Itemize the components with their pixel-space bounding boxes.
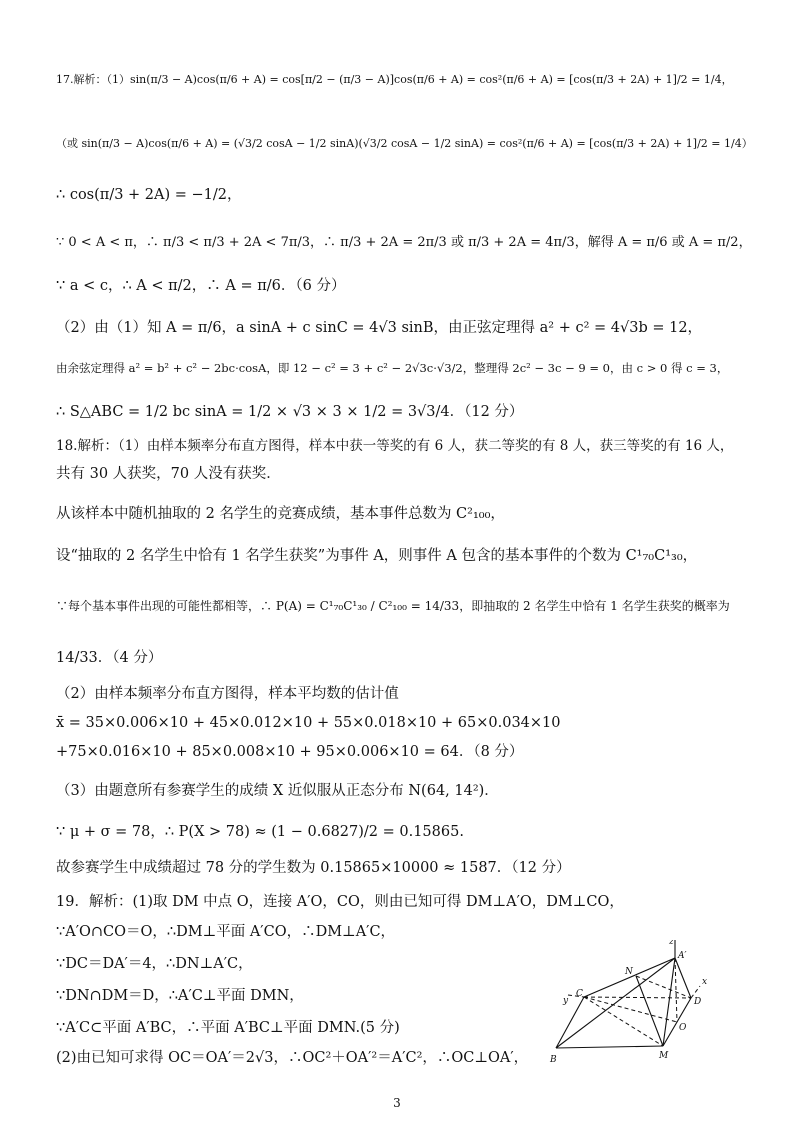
edge-ad: [675, 958, 691, 998]
label-d: D: [694, 997, 702, 1007]
label-x: x: [702, 977, 708, 987]
edge-nd: [636, 976, 691, 998]
p18-line-9: +75×0.016×10 + 85×0.008×10 + 95×0.006×10 = 64．（8 分）: [56, 744, 524, 760]
edge-bm: [556, 1046, 663, 1048]
edge-am: [663, 958, 675, 1046]
p18-line-12: 故参赛学生中成绩超过 78 分的学生数为 0.15865×10000 ≈ 1587．（12 分）: [56, 860, 571, 876]
p19-line-2: ∵A′O∩CO＝O，∴DM⊥平面 A′CO，∴DM⊥A′C，: [56, 924, 396, 940]
p19-line-3: ∵DC＝DA′＝4，∴DN⊥A′C，: [56, 956, 253, 972]
edge-bc: [556, 997, 584, 1048]
p18-line-8: x̄ = 35×0.006×10 + 45×0.012×10 + 55×0.018×10 + 65×0.034×10: [56, 715, 561, 731]
p19-line-1: 19．解析：(1)取 DM 中点 O，连接 A′O，CO，则由已知可得 DM⊥A′O，DM⊥CO，: [56, 894, 624, 910]
label-y: y: [563, 996, 569, 1006]
edge-nm: [636, 976, 663, 1046]
p18-line-3: 从该样本中随机抽取的 2 名学生的竞赛成绩，基本事件总数为 C²₁₀₀，: [56, 506, 505, 522]
p18-line-1: 18.解析：（1）由样本频率分布直方图得，样本中获一等奖的有 6 人，获二等奖的有 8 人，获三等奖的有 16 人，: [56, 438, 734, 454]
p17-line-5: ∵ a < c，∴ A < π/2，∴ A = π/6．（6 分）: [56, 278, 346, 294]
p18-line-7: （2）由样本频率分布直方图得，样本平均数的估计值: [56, 686, 399, 702]
p17-line-8: ∴ S△ABC = 1/2 bc sinA = 1/2 × √3 × 3 × 1/2 = 3√3/4．（12 分）: [56, 404, 524, 420]
label-c: C: [576, 989, 583, 999]
p19-line-4: ∵DN∩DM＝D，∴A′C⊥平面 DMN，: [56, 988, 304, 1004]
p17-line-4: ∵ 0 < A < π，∴ π/3 < π/3 + 2A < 7π/3，∴ π/3 + 2A = 2π/3 或 π/3 + 2A = 4π/3，解得 A = π/6 或 A = π/2，: [56, 235, 752, 250]
page-number: 3: [393, 1096, 401, 1110]
label-a-prime: A′: [678, 951, 687, 961]
label-z: z: [669, 940, 674, 947]
p19-line-6: (2)由已知可求得 OC＝OA′＝2√3，∴OC²＋OA′²＝A′C²，∴OC⊥OA′，: [56, 1050, 529, 1066]
label-o: O: [679, 1023, 687, 1033]
p19-line-5: ∵A′C⊂平面 A′BC，∴平面 A′BC⊥平面 DMN.(5 分): [56, 1020, 400, 1036]
edge-co: [584, 997, 677, 1022]
geometry-figure: [548, 940, 718, 1070]
p18-line-10: （3）由题意所有参赛学生的成绩 X 近似服从正态分布 N(64, 14²)．: [56, 783, 499, 799]
p17-line-1: 17.解析：（1）sin(π/3 − A)cos(π/6 + A) = cos[π/2 − (π/3 − A)]cos(π/6 + A) = cos²(π/6 + A) = [cos(π/3 + 2A) + 1]/2 = 1/4，: [56, 73, 733, 86]
p18-line-6: 14/33．（4 分）: [56, 650, 163, 666]
edge-ca: [584, 958, 675, 997]
p17-line-7: 由余弦定理得 a² = b² + c² − 2bc·cosA，即 12 − c² = 3 + c² − 2√3c·√3/2，整理得 2c² − 3c − 9 = 0，由 c > 0 得 c = 3，: [56, 361, 729, 375]
p18-line-11: ∵ μ + σ = 78，∴ P(X > 78) ≈ (1 − 0.6827)/2 = 0.15865.: [56, 824, 464, 840]
label-b: B: [550, 1055, 557, 1065]
edge-ao: [675, 958, 677, 1022]
p17-line-6: （2）由（1）知 A = π/6，a sinA + c sinC = 4√3 sinB，由正弦定理得 a² + c² = 4√3b = 12，: [56, 320, 703, 336]
p17-line-3: ∴ cos(π/3 + 2A) = −1/2，: [56, 187, 242, 203]
edge-cm: [584, 997, 663, 1046]
label-n: N: [625, 967, 633, 977]
label-m: M: [659, 1051, 669, 1061]
p18-line-4: 设“抽取的 2 名学生中恰有 1 名学生获奖”为事件 A，则事件 A 包含的基本事件的个数为 C¹₇₀C¹₃₀，: [56, 548, 698, 564]
edge-ba: [556, 958, 675, 1048]
p18-line-5: ∵每个基本事件出现的可能性都相等，∴ P(A) = C¹₇₀C¹₃₀ / C²₁₀₀ = 14/33，即抽取的 2 名学生中恰有 1 名学生获奖的概率为: [56, 599, 730, 613]
edge-cd: [584, 997, 691, 998]
p17-line-2: （或 sin(π/3 − A)cos(π/6 + A) = (√3/2 cosA − 1/2 sinA)(√3/2 cosA − 1/2 sinA) = cos²(π/6 + A) = [cos(π/3 + 2A) + 1]/2 = 1/4）: [56, 137, 753, 150]
p18-line-2: 共有 30 人获奖，70 人没有获奖．: [56, 466, 281, 482]
